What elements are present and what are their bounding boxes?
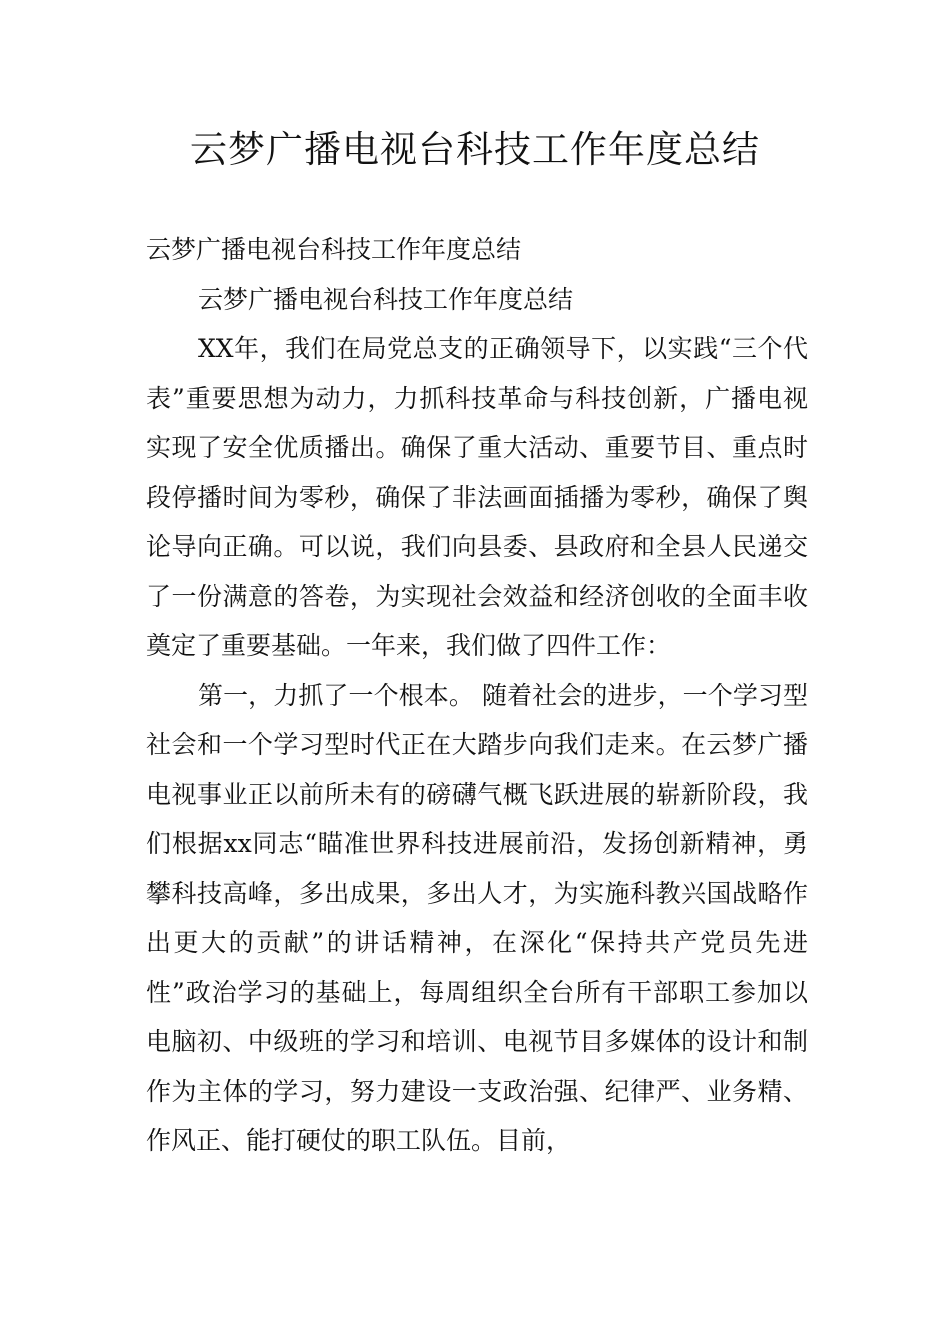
body-paragraph: XX年，我们在局党总支的正确领导下，以实践“三个代表”重要思想为动力，力抓科技革命与科技创新，广播电视实现了安全优质播出。确保了重大活动、重要节目、重点时段停播时间为零秒，确保了非法画面插播为零秒，确保了舆论导向正确。可以说，我们向县委、县政府和全县人民递交了一份满意的答卷，为实现社会效益和经济创收的全面丰收奠定了重要基础。一年来，我们做了四件工作： xyxy=(146,334,808,660)
body-paragraph: 第一，力抓了一个根本。 随着社会的进步，一个学习型社会和一个学习型时代正在大踏步向我们走来。在云梦广播电视事业正以前所未有的磅礴气概飞跃进展的崭新阶段，我们根据xx同志“瞄准世界科技进展前沿，发扬创新精神，勇攀科技高峰，多出成果，多出人才，为实施科教兴国战略作出更大的贡献”的讲话精神，在深化“保持共产党员先进性”政治学习的基础上，每周组织全台所有干部职工参加以电脑初、中级班的学习和培训、电视节目多媒体的设计和制作为主体的学习，努力建设一支政治强、纪律严、业务精、作风正、能打硬仗的职工队伍。目前， xyxy=(146,680,808,1155)
body-heading: 云梦广播电视台科技工作年度总结 xyxy=(146,235,522,264)
body-subheading: 云梦广播电视台科技工作年度总结 xyxy=(198,284,574,314)
document-title: 云梦广播电视台科技工作年度总结 xyxy=(190,128,760,171)
document-body xyxy=(146,225,808,1166)
